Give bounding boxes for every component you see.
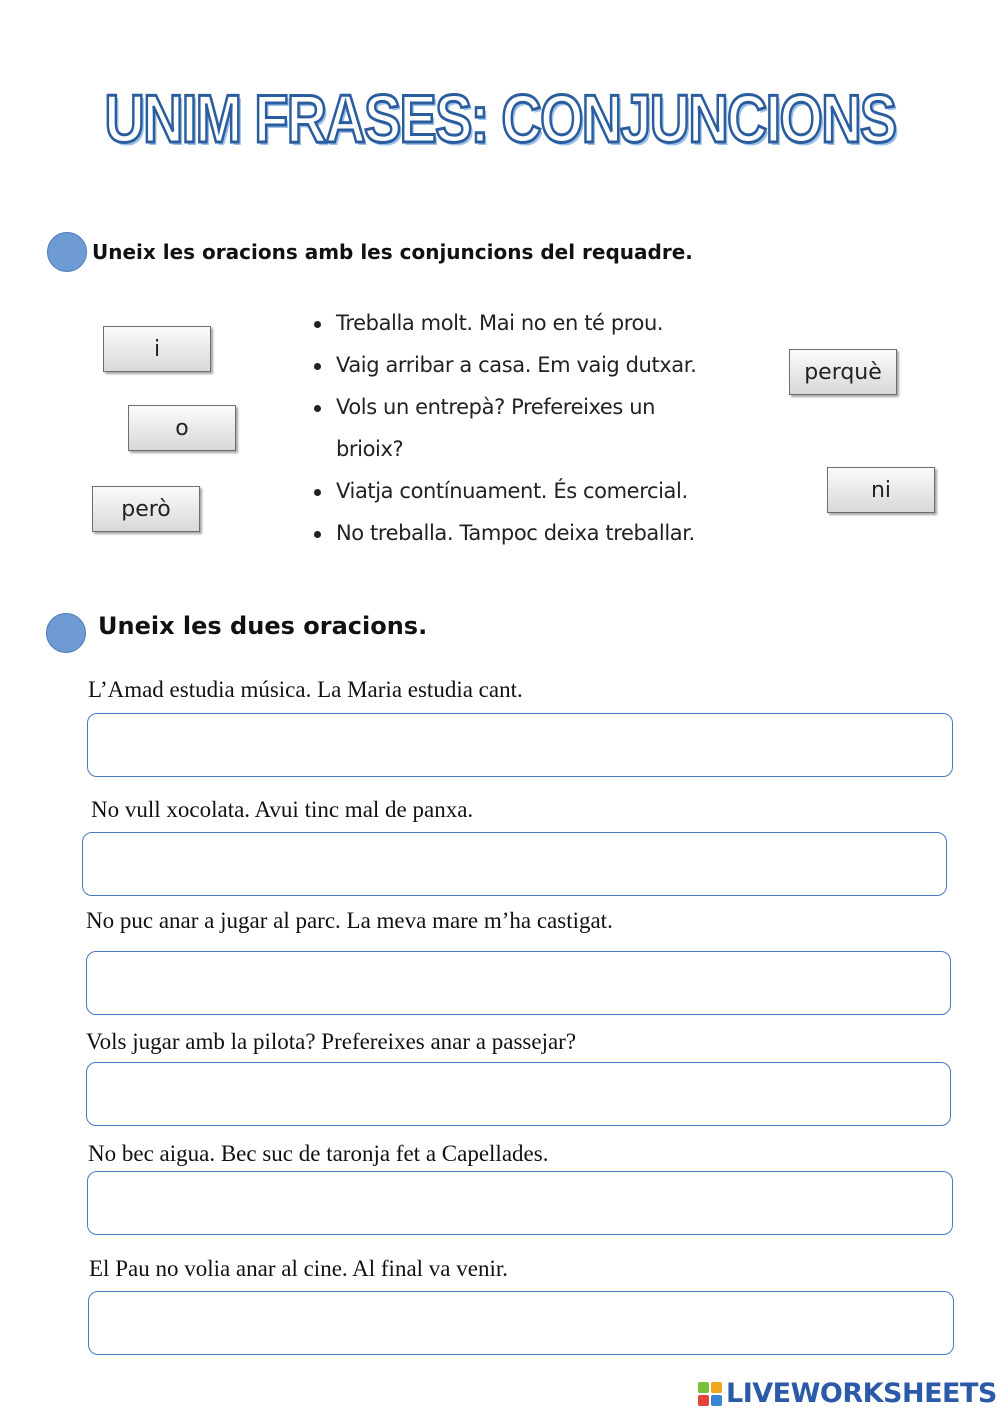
conjunction-chip-pero[interactable]: però <box>92 486 200 532</box>
answer-field-6[interactable] <box>88 1291 954 1355</box>
page-title: UNIM FRASES: CONJUNCIONS <box>104 81 896 157</box>
sentence-item: Vaig arribar a casa. Em vaig dutxar. <box>312 344 742 386</box>
section-2-heading: Uneix les dues oracions. <box>98 612 428 640</box>
section-1-heading: Uneix les oracions amb les conjuncions del requadre. <box>92 240 693 264</box>
sentence-prompt-3: No puc anar a jugar al parc. La meva mare m’ha castigat. <box>86 908 613 933</box>
sentence-item: Treballa molt. Mai no en té prou. <box>312 302 742 344</box>
sentence-prompt-5: No bec aigua. Bec suc de taronja fet a Capellades. <box>88 1141 549 1166</box>
sentence-prompt-2: No vull xocolata. Avui tinc mal de panxa. <box>91 797 474 822</box>
section-1-bullet <box>47 232 87 272</box>
conjunction-chip-i[interactable]: i <box>103 326 211 372</box>
logo-block <box>698 1382 709 1393</box>
sentence-item-continuation: brioix? <box>336 437 404 461</box>
answer-field-1[interactable] <box>87 713 953 777</box>
sentence-item: No treballa. Tampoc deixa treballar. <box>312 512 742 554</box>
logo-block <box>698 1395 709 1406</box>
answer-field-4[interactable] <box>86 1062 951 1126</box>
brand-name: LIVEWORKSHEETS <box>726 1378 997 1409</box>
liveworksheets-logo <box>698 1378 997 1409</box>
sentence-prompt-6: El Pau no volia anar al cine. Al final va venir. <box>89 1256 508 1281</box>
sentence-item: Viatja contínuament. És comercial. <box>312 470 742 512</box>
conjunction-chip-perque[interactable]: perquè <box>789 349 897 395</box>
conjunction-chip-o[interactable]: o <box>128 405 236 451</box>
section-2-bullet <box>46 613 86 653</box>
logo-block <box>711 1395 722 1406</box>
logo-blocks-icon <box>698 1382 722 1406</box>
answer-field-2[interactable] <box>82 832 947 896</box>
answer-field-5[interactable] <box>87 1171 953 1235</box>
conjunction-chip-ni[interactable]: ni <box>827 467 935 513</box>
sentence-prompt-4: Vols jugar amb la pilota? Prefereixes anar a passejar? <box>86 1029 577 1054</box>
sentence-list <box>312 302 742 554</box>
answer-field-3[interactable] <box>86 951 951 1015</box>
sentence-item: Vols un entrepà? Prefereixes un <box>312 386 742 428</box>
logo-block <box>711 1382 722 1393</box>
sentence-prompt-1: L’Amad estudia música. La Maria estudia cant. <box>88 677 523 702</box>
